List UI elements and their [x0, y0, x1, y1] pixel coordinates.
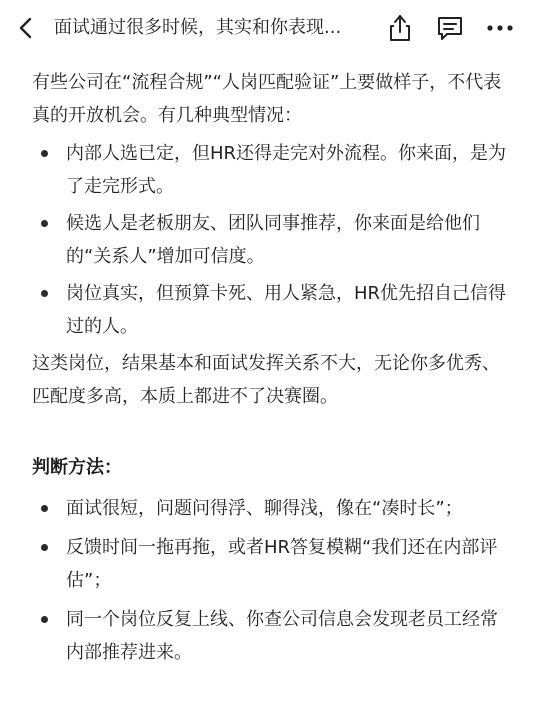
list-item-text: 候选人是老板朋友、团队同事推荐，你来面是给他们的“关系人”增加可信度。 — [66, 213, 480, 267]
list-item — [32, 137, 510, 203]
section-heading: 判断方法： — [32, 457, 122, 478]
bullet-icon — [41, 150, 48, 157]
share-button[interactable] — [384, 12, 416, 44]
intro-paragraph: 有些公司在“流程合规”“人岗匹配验证”上要做样子，不代表真的开放机会。有几种典型情况： — [32, 72, 502, 126]
list-item-text: 面试很短，问题问得浮、聊得浅，像在“凑时长”； — [66, 498, 463, 519]
bullet-icon — [41, 290, 48, 297]
top-bar — [0, 0, 540, 56]
list-item — [32, 531, 510, 597]
list-item-text: 同一个岗位反复上线、你查公司信息会发现老员工经常内部推荐进来。 — [66, 609, 498, 663]
page-title: 面试通过很多时候，其实和你表现... — [54, 17, 342, 38]
comment-icon — [435, 13, 465, 43]
bullet-icon — [41, 544, 48, 551]
article-body — [32, 66, 510, 669]
cases-list — [32, 137, 510, 343]
methods-list — [32, 492, 510, 669]
list-item-text: 内部人选已定，但HR还得走完对外流程。你来面，是为了走完形式。 — [66, 143, 507, 197]
share-icon — [386, 13, 414, 43]
list-item — [32, 492, 510, 525]
bullet-icon — [41, 505, 48, 512]
bullet-icon — [41, 220, 48, 227]
summary-paragraph: 这类岗位，结果基本和面试发挥关系不大，无论你多优秀、匹配度多高，本质上都进不了决赛圈。 — [32, 353, 500, 407]
back-button[interactable] — [12, 14, 40, 42]
comment-button[interactable] — [434, 12, 466, 44]
bullet-icon — [41, 616, 48, 623]
list-item — [32, 277, 510, 343]
more-icon — [485, 23, 515, 33]
list-item — [32, 207, 510, 273]
list-item-text: 反馈时间一拖再拖，或者HR答复模糊“我们还在内部评估”； — [66, 537, 498, 591]
list-item — [32, 603, 510, 669]
chevron-left-icon — [17, 17, 35, 39]
more-button[interactable] — [484, 12, 516, 44]
list-item-text: 岗位真实，但预算卡死、用人紧急，HR优先招自己信得过的人。 — [66, 283, 507, 337]
